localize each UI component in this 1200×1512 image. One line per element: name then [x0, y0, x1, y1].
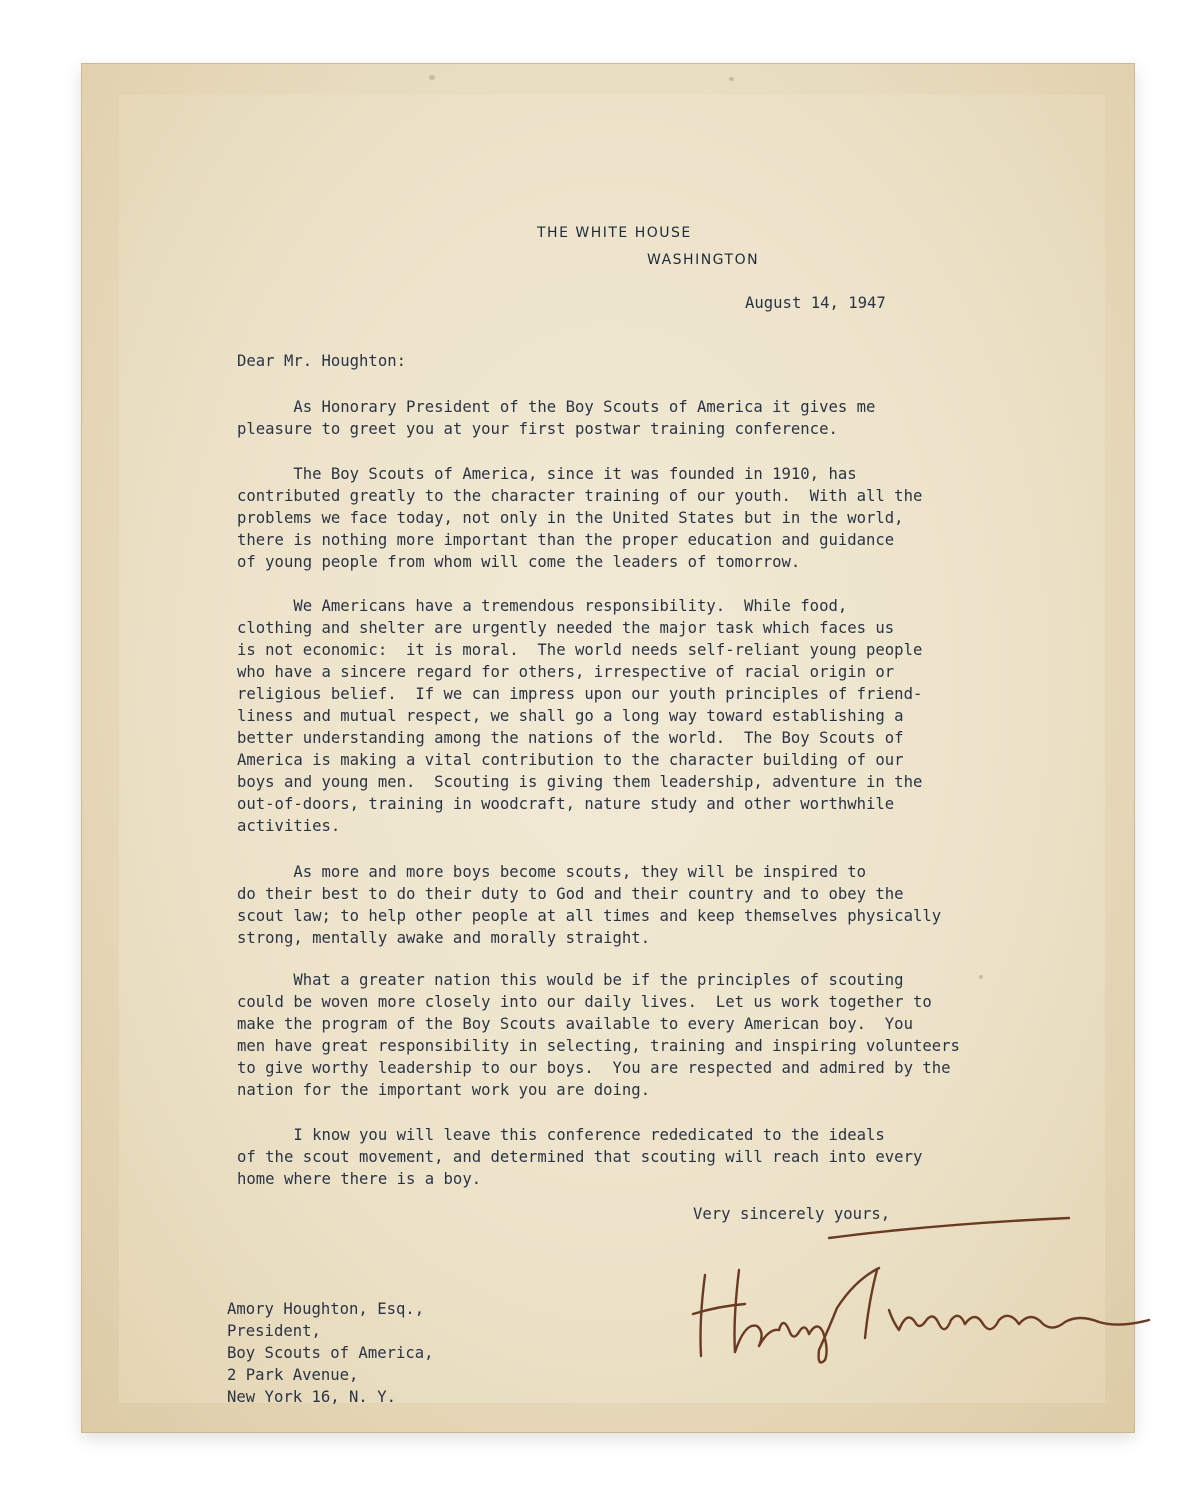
- body-paragraph-2: The Boy Scouts of America, since it was founded in 1910, has contributed greatly to the character training of our youth. With all the problems we face today, not only in the United States but in the world, there is nothing more important than the proper education and guidance of young people from whom will come the leaders of tomorrow.: [237, 465, 923, 571]
- body-paragraph-3: We Americans have a tremendous responsibility. While food, clothing and shelter are urgently needed the major task which faces us is not economic: it is moral. The world needs self-reliant young people who have a sincere regard for others, irrespective of racial origin or religious belief. If we can impress upon our youth principles of friend- liness and mutual respect, we shall go a long way toward establishing a better understanding among the nations of the world. The Boy Scouts of America is making a vital contribution to the character building of our boys and young men. Scouting is giving them leadership, adventure in the out-of-doors, training in woodcraft, nature study and other worthwhile activities.: [237, 597, 923, 835]
- body-paragraph-6: I know you will leave this conference rededicated to the ideals of the scout movement, and determined that scouting will reach into every home where there is a boy.: [237, 1126, 923, 1188]
- signature: [679, 1210, 1159, 1370]
- salutation: Dear Mr. Houghton:: [237, 352, 406, 370]
- letterhead-city: WASHINGTON: [647, 252, 760, 268]
- recipient-address: Amory Houghton, Esq., President, Boy Scouts of America, 2 Park Avenue, New York 16, N. Y.: [227, 1300, 434, 1406]
- body-paragraph-5: What a greater nation this would be if the principles of scouting could be woven more closely into our daily lives. Let us work together to make the program of the Boy Scouts available to every American boy. You men have great responsibility in selecting, training and inspiring volunteers to give worthy leadership to our boys. You are respected and admired by the nation for the important work you are doing.: [237, 971, 960, 1099]
- closing: Very sincerely yours,: [693, 1205, 891, 1223]
- paper-face: [119, 95, 1105, 1406]
- paper-spot: [429, 75, 435, 80]
- letter-date: August 14, 1947: [745, 294, 886, 312]
- paper-spot: [729, 77, 734, 81]
- letter-sheet: [81, 63, 1135, 1433]
- body-paragraph-4: As more and more boys become scouts, they will be inspired to do their best to do their duty to God and their country and to obey the scout law; to help other people at all times and keep themselves physically strong, mentally awake and morally straight.: [237, 863, 942, 947]
- body-paragraph-1: As Honorary President of the Boy Scouts of America it gives me pleasure to greet you at your first postwar training conference.: [237, 398, 876, 438]
- letterhead-title: THE WHITE HOUSE: [537, 225, 692, 241]
- paper-spot: [979, 975, 983, 979]
